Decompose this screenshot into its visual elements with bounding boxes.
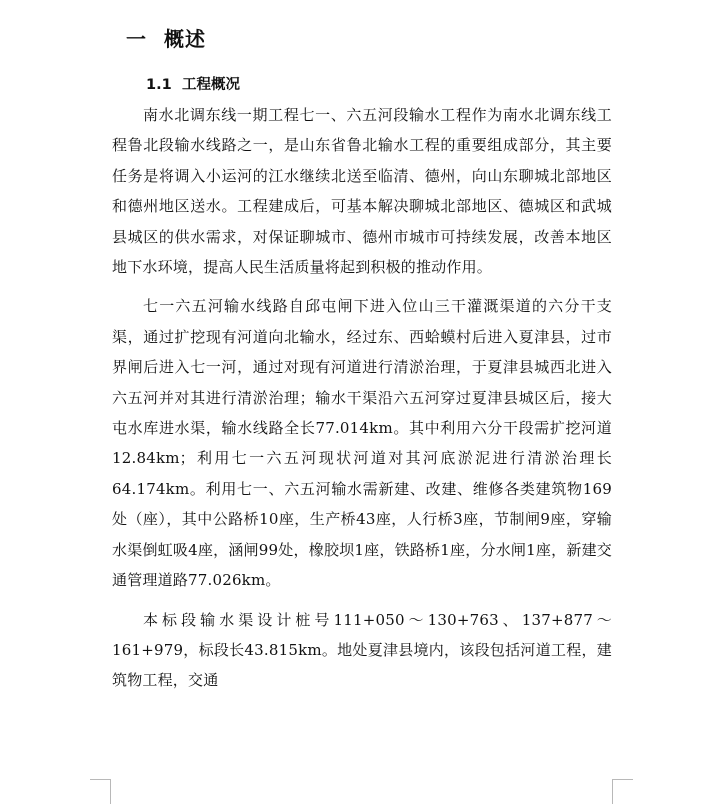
document-body: [112, 22, 612, 705]
left-margin-mark-horizontal: [90, 779, 111, 781]
subsection-title: 工程概况: [182, 77, 240, 93]
subsection-number: 1.1: [146, 77, 172, 93]
paragraph-section-scope: 本标段输水渠设计桩号111+050～130+763、137+877～161+979，标段长43.815km。地处夏津县境内，该段包括河道工程，建筑物工程，交通: [112, 610, 612, 690]
right-margin-mark-horizontal: [612, 779, 633, 781]
left-margin-mark: [90, 779, 111, 804]
right-margin-mark: [612, 779, 633, 804]
section-number: 一: [126, 27, 147, 51]
section-title: 概述: [164, 27, 206, 51]
paragraph-route: 七一六五河输水线路自邱屯闸下进入位山三干灌溉渠道的六分干支渠，通过扩挖现有河道向北输水，经过东、西蛤蟆村后进入夏津县，过市界闸后进入七一河，通过对现有河道进行清淤治理，于夏津县城西北进入六五河并对其进行清淤治理；输水干渠沿六五河穿过夏津县城区后，接大屯水库进水渠，输水线路全长77.014km。其中利用六分干段需扩挖河道12.84km；利用七一六五河现状河道对其河底淤泥进行清淤治理长64.174km。利用七一、六五河输水需新建、改建、维修各类建筑物169处（座），其中公路桥10座，生产桥43座，人行桥3座，节制闸9座，穿输水渠倒虹吸4座，涵闸99处，橡胶坝1座，铁路桥1座，分水闸1座，新建交通管理道路77.026km。: [112, 297, 612, 590]
subsection-heading: [146, 74, 612, 96]
paragraph-overview: 南水北调东线一期工程七一、六五河段输水工程作为南水北调东线工程鲁北段输水线路之一，是山东省鲁北输水工程的重要组成部分，其主要任务是将调入小运河的江水继续北送至临清、德州，向山东聊城北部地区和德州地区送水。工程建成后，可基本解决聊城北部地区、德城区和武城县城区的供水需求，对保证聊城市、德州市城市可持续发展，改善本地区地下水环境，提高人民生活质量将起到积极的推动作用。: [112, 106, 612, 277]
section-heading: [126, 22, 612, 56]
